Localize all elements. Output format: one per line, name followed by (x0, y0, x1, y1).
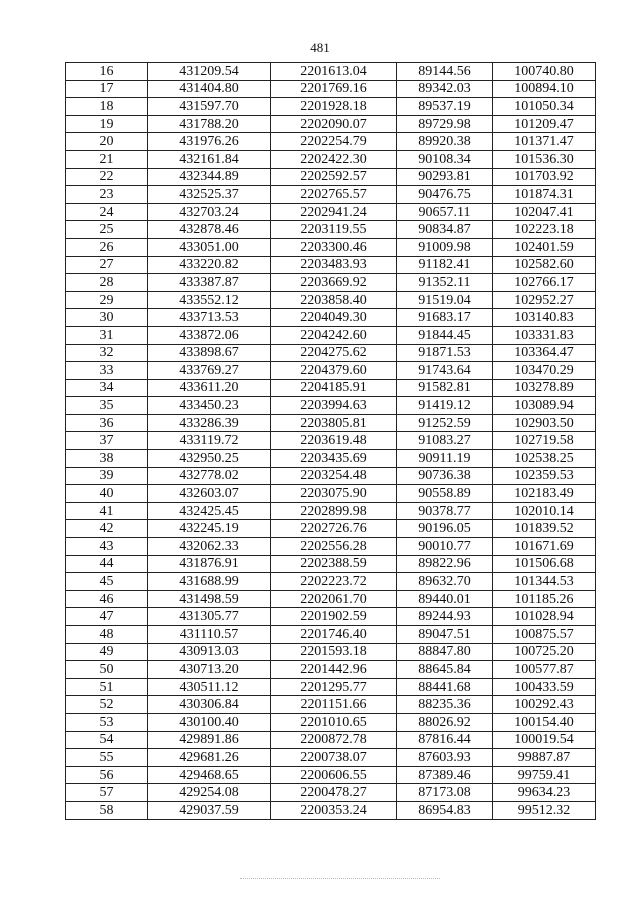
value-d-cell: 99887.87 (493, 749, 596, 767)
value-b-cell: 2204275.62 (271, 344, 397, 362)
table-row (66, 485, 596, 503)
value-c-cell: 89440.01 (397, 590, 493, 608)
table-row (66, 221, 596, 239)
value-b-cell: 2200606.55 (271, 766, 397, 784)
value-a-cell: 430713.20 (148, 661, 271, 679)
value-d-cell: 101874.31 (493, 186, 596, 204)
table-row (66, 555, 596, 573)
value-c-cell: 88441.68 (397, 678, 493, 696)
value-b-cell: 2202223.72 (271, 573, 397, 591)
value-c-cell: 87816.44 (397, 731, 493, 749)
value-d-cell: 99634.23 (493, 784, 596, 802)
value-a-cell: 429468.65 (148, 766, 271, 784)
value-b-cell: 2200872.78 (271, 731, 397, 749)
value-c-cell: 91844.45 (397, 326, 493, 344)
row-index-cell: 53 (66, 713, 148, 731)
value-c-cell: 91083.27 (397, 432, 493, 450)
value-b-cell: 2201613.04 (271, 63, 397, 81)
value-d-cell: 100433.59 (493, 678, 596, 696)
value-a-cell: 432062.33 (148, 538, 271, 556)
table-row (66, 98, 596, 116)
value-b-cell: 2201151.66 (271, 696, 397, 714)
value-a-cell: 431597.70 (148, 98, 271, 116)
value-c-cell: 90010.77 (397, 538, 493, 556)
value-c-cell: 90378.77 (397, 502, 493, 520)
value-b-cell: 2202422.30 (271, 150, 397, 168)
value-b-cell: 2200738.07 (271, 749, 397, 767)
value-a-cell: 431305.77 (148, 608, 271, 626)
value-d-cell: 100292.43 (493, 696, 596, 714)
row-index-cell: 20 (66, 133, 148, 151)
row-index-cell: 39 (66, 467, 148, 485)
value-d-cell: 101671.69 (493, 538, 596, 556)
value-a-cell: 432245.19 (148, 520, 271, 538)
table-row (66, 326, 596, 344)
row-index-cell: 21 (66, 150, 148, 168)
table-row (66, 309, 596, 327)
table-row (66, 291, 596, 309)
value-c-cell: 90736.38 (397, 467, 493, 485)
table-row (66, 362, 596, 380)
value-c-cell: 87173.08 (397, 784, 493, 802)
row-index-cell: 17 (66, 80, 148, 98)
row-index-cell: 45 (66, 573, 148, 591)
table-row (66, 63, 596, 81)
value-d-cell: 100875.57 (493, 626, 596, 644)
value-a-cell: 433713.53 (148, 309, 271, 327)
value-b-cell: 2202388.59 (271, 555, 397, 573)
value-a-cell: 432878.46 (148, 221, 271, 239)
value-d-cell: 102401.59 (493, 238, 596, 256)
row-index-cell: 54 (66, 731, 148, 749)
value-d-cell: 102047.41 (493, 203, 596, 221)
row-index-cell: 40 (66, 485, 148, 503)
value-a-cell: 431688.99 (148, 573, 271, 591)
value-b-cell: 2200353.24 (271, 801, 397, 819)
value-b-cell: 2203075.90 (271, 485, 397, 503)
row-index-cell: 26 (66, 238, 148, 256)
row-index-cell: 48 (66, 626, 148, 644)
table-row (66, 467, 596, 485)
value-b-cell: 2201928.18 (271, 98, 397, 116)
row-index-cell: 16 (66, 63, 148, 81)
value-b-cell: 2202061.70 (271, 590, 397, 608)
table-row (66, 274, 596, 292)
value-a-cell: 433051.00 (148, 238, 271, 256)
row-index-cell: 23 (66, 186, 148, 204)
value-c-cell: 86954.83 (397, 801, 493, 819)
value-a-cell: 432161.84 (148, 150, 271, 168)
table-row (66, 432, 596, 450)
value-a-cell: 429891.86 (148, 731, 271, 749)
table-row (66, 520, 596, 538)
row-index-cell: 37 (66, 432, 148, 450)
value-a-cell: 433769.27 (148, 362, 271, 380)
table-row (66, 168, 596, 186)
value-a-cell: 431976.26 (148, 133, 271, 151)
value-a-cell: 432778.02 (148, 467, 271, 485)
page-number: 481 (310, 40, 330, 55)
value-c-cell: 89920.38 (397, 133, 493, 151)
value-d-cell: 101506.68 (493, 555, 596, 573)
value-b-cell: 2204185.91 (271, 379, 397, 397)
value-a-cell: 433552.12 (148, 291, 271, 309)
value-d-cell: 101028.94 (493, 608, 596, 626)
value-c-cell: 88645.84 (397, 661, 493, 679)
value-d-cell: 101050.34 (493, 98, 596, 116)
value-d-cell: 101209.47 (493, 115, 596, 133)
row-index-cell: 18 (66, 98, 148, 116)
value-a-cell: 431209.54 (148, 63, 271, 81)
table-row (66, 397, 596, 415)
value-b-cell: 2204242.60 (271, 326, 397, 344)
value-b-cell: 2202765.57 (271, 186, 397, 204)
table-row (66, 115, 596, 133)
value-b-cell: 2202726.76 (271, 520, 397, 538)
table-row (66, 713, 596, 731)
value-d-cell: 100725.20 (493, 643, 596, 661)
value-d-cell: 101344.53 (493, 573, 596, 591)
value-c-cell: 89047.51 (397, 626, 493, 644)
table-row (66, 238, 596, 256)
row-index-cell: 29 (66, 291, 148, 309)
row-index-cell: 47 (66, 608, 148, 626)
value-d-cell: 102223.18 (493, 221, 596, 239)
table-row (66, 80, 596, 98)
value-c-cell: 91182.41 (397, 256, 493, 274)
value-c-cell: 88235.36 (397, 696, 493, 714)
row-index-cell: 43 (66, 538, 148, 556)
value-a-cell: 431876.91 (148, 555, 271, 573)
row-index-cell: 49 (66, 643, 148, 661)
table-row (66, 749, 596, 767)
row-index-cell: 22 (66, 168, 148, 186)
value-c-cell: 88847.80 (397, 643, 493, 661)
value-d-cell: 102903.50 (493, 414, 596, 432)
value-d-cell: 103331.83 (493, 326, 596, 344)
table-row (66, 344, 596, 362)
coordinate-table (65, 62, 596, 820)
value-b-cell: 2202090.07 (271, 115, 397, 133)
value-a-cell: 430913.03 (148, 643, 271, 661)
value-c-cell: 90558.89 (397, 485, 493, 503)
value-b-cell: 2202941.24 (271, 203, 397, 221)
value-b-cell: 2203119.55 (271, 221, 397, 239)
table-row (66, 696, 596, 714)
value-b-cell: 2202556.28 (271, 538, 397, 556)
value-d-cell: 102010.14 (493, 502, 596, 520)
scan-artifact-line (240, 878, 440, 880)
value-b-cell: 2203300.46 (271, 238, 397, 256)
table-row (66, 150, 596, 168)
value-a-cell: 433119.72 (148, 432, 271, 450)
value-a-cell: 429037.59 (148, 801, 271, 819)
value-a-cell: 433872.06 (148, 326, 271, 344)
table-row (66, 626, 596, 644)
row-index-cell: 34 (66, 379, 148, 397)
row-index-cell: 24 (66, 203, 148, 221)
value-c-cell: 89342.03 (397, 80, 493, 98)
value-c-cell: 89144.56 (397, 63, 493, 81)
value-d-cell: 101371.47 (493, 133, 596, 151)
value-d-cell: 101185.26 (493, 590, 596, 608)
row-index-cell: 25 (66, 221, 148, 239)
row-index-cell: 31 (66, 326, 148, 344)
table-row (66, 186, 596, 204)
table-row (66, 643, 596, 661)
value-a-cell: 430511.12 (148, 678, 271, 696)
value-a-cell: 429254.08 (148, 784, 271, 802)
value-b-cell: 2203435.69 (271, 450, 397, 468)
value-a-cell: 433286.39 (148, 414, 271, 432)
value-c-cell: 89537.19 (397, 98, 493, 116)
value-b-cell: 2201746.40 (271, 626, 397, 644)
value-d-cell: 100577.87 (493, 661, 596, 679)
value-d-cell: 103278.89 (493, 379, 596, 397)
row-index-cell: 35 (66, 397, 148, 415)
value-d-cell: 99512.32 (493, 801, 596, 819)
value-b-cell: 2201902.59 (271, 608, 397, 626)
value-b-cell: 2202254.79 (271, 133, 397, 151)
value-a-cell: 431498.59 (148, 590, 271, 608)
row-index-cell: 33 (66, 362, 148, 380)
value-c-cell: 91252.59 (397, 414, 493, 432)
value-a-cell: 430306.84 (148, 696, 271, 714)
value-a-cell: 430100.40 (148, 713, 271, 731)
table-row (66, 784, 596, 802)
value-d-cell: 99759.41 (493, 766, 596, 784)
value-b-cell: 2201010.65 (271, 713, 397, 731)
row-index-cell: 55 (66, 749, 148, 767)
value-b-cell: 2202899.98 (271, 502, 397, 520)
value-b-cell: 2201593.18 (271, 643, 397, 661)
value-c-cell: 91009.98 (397, 238, 493, 256)
table-row (66, 573, 596, 591)
value-c-cell: 90476.75 (397, 186, 493, 204)
value-a-cell: 431404.80 (148, 80, 271, 98)
row-index-cell: 52 (66, 696, 148, 714)
value-d-cell: 102766.17 (493, 274, 596, 292)
value-b-cell: 2203994.63 (271, 397, 397, 415)
table-row (66, 414, 596, 432)
value-d-cell: 101839.52 (493, 520, 596, 538)
value-d-cell: 102538.25 (493, 450, 596, 468)
value-b-cell: 2203619.48 (271, 432, 397, 450)
value-a-cell: 432525.37 (148, 186, 271, 204)
row-index-cell: 38 (66, 450, 148, 468)
value-a-cell: 432425.45 (148, 502, 271, 520)
table-row (66, 502, 596, 520)
value-d-cell: 102183.49 (493, 485, 596, 503)
value-b-cell: 2203805.81 (271, 414, 397, 432)
value-a-cell: 432703.24 (148, 203, 271, 221)
row-index-cell: 36 (66, 414, 148, 432)
value-c-cell: 91743.64 (397, 362, 493, 380)
value-a-cell: 429681.26 (148, 749, 271, 767)
row-index-cell: 28 (66, 274, 148, 292)
value-b-cell: 2203483.93 (271, 256, 397, 274)
value-c-cell: 91683.17 (397, 309, 493, 327)
value-d-cell: 102952.27 (493, 291, 596, 309)
value-c-cell: 91352.11 (397, 274, 493, 292)
table-row (66, 766, 596, 784)
value-d-cell: 101703.92 (493, 168, 596, 186)
value-d-cell: 103089.94 (493, 397, 596, 415)
table-row (66, 678, 596, 696)
value-c-cell: 89244.93 (397, 608, 493, 626)
value-c-cell: 91519.04 (397, 291, 493, 309)
table-row (66, 801, 596, 819)
value-d-cell: 103364.47 (493, 344, 596, 362)
value-c-cell: 89729.98 (397, 115, 493, 133)
value-a-cell: 433450.23 (148, 397, 271, 415)
row-index-cell: 19 (66, 115, 148, 133)
value-a-cell: 433387.87 (148, 274, 271, 292)
row-index-cell: 51 (66, 678, 148, 696)
value-d-cell: 100154.40 (493, 713, 596, 731)
value-c-cell: 91419.12 (397, 397, 493, 415)
row-index-cell: 27 (66, 256, 148, 274)
value-b-cell: 2201769.16 (271, 80, 397, 98)
value-d-cell: 100894.10 (493, 80, 596, 98)
value-d-cell: 100019.54 (493, 731, 596, 749)
row-index-cell: 42 (66, 520, 148, 538)
value-c-cell: 90657.11 (397, 203, 493, 221)
value-c-cell: 88026.92 (397, 713, 493, 731)
table-row (66, 203, 596, 221)
row-index-cell: 58 (66, 801, 148, 819)
value-c-cell: 90834.87 (397, 221, 493, 239)
value-c-cell: 87389.46 (397, 766, 493, 784)
value-c-cell: 91871.53 (397, 344, 493, 362)
value-a-cell: 431788.20 (148, 115, 271, 133)
table-row (66, 379, 596, 397)
value-c-cell: 89822.96 (397, 555, 493, 573)
value-c-cell: 90196.05 (397, 520, 493, 538)
table-row (66, 661, 596, 679)
value-d-cell: 103140.83 (493, 309, 596, 327)
table-body (66, 63, 596, 820)
value-a-cell: 433220.82 (148, 256, 271, 274)
row-index-cell: 30 (66, 309, 148, 327)
row-index-cell: 41 (66, 502, 148, 520)
value-d-cell: 100740.80 (493, 63, 596, 81)
row-index-cell: 50 (66, 661, 148, 679)
value-d-cell: 102582.60 (493, 256, 596, 274)
value-b-cell: 2202592.57 (271, 168, 397, 186)
value-a-cell: 432950.25 (148, 450, 271, 468)
value-a-cell: 432344.89 (148, 168, 271, 186)
value-d-cell: 102719.58 (493, 432, 596, 450)
value-c-cell: 87603.93 (397, 749, 493, 767)
value-a-cell: 432603.07 (148, 485, 271, 503)
table-row (66, 450, 596, 468)
value-b-cell: 2203254.48 (271, 467, 397, 485)
table-row (66, 256, 596, 274)
table-row (66, 133, 596, 151)
row-index-cell: 44 (66, 555, 148, 573)
value-c-cell: 90293.81 (397, 168, 493, 186)
row-index-cell: 56 (66, 766, 148, 784)
value-b-cell: 2200478.27 (271, 784, 397, 802)
value-a-cell: 431110.57 (148, 626, 271, 644)
value-a-cell: 433898.67 (148, 344, 271, 362)
value-b-cell: 2203669.92 (271, 274, 397, 292)
row-index-cell: 57 (66, 784, 148, 802)
table-row (66, 538, 596, 556)
value-c-cell: 91582.81 (397, 379, 493, 397)
value-a-cell: 433611.20 (148, 379, 271, 397)
value-b-cell: 2204049.30 (271, 309, 397, 327)
value-b-cell: 2203858.40 (271, 291, 397, 309)
value-b-cell: 2204379.60 (271, 362, 397, 380)
value-d-cell: 101536.30 (493, 150, 596, 168)
value-c-cell: 89632.70 (397, 573, 493, 591)
table-row (66, 731, 596, 749)
table-row (66, 608, 596, 626)
value-d-cell: 103470.29 (493, 362, 596, 380)
value-b-cell: 2201295.77 (271, 678, 397, 696)
value-c-cell: 90108.34 (397, 150, 493, 168)
value-d-cell: 102359.53 (493, 467, 596, 485)
value-b-cell: 2201442.96 (271, 661, 397, 679)
value-c-cell: 90911.19 (397, 450, 493, 468)
row-index-cell: 46 (66, 590, 148, 608)
table-row (66, 590, 596, 608)
row-index-cell: 32 (66, 344, 148, 362)
